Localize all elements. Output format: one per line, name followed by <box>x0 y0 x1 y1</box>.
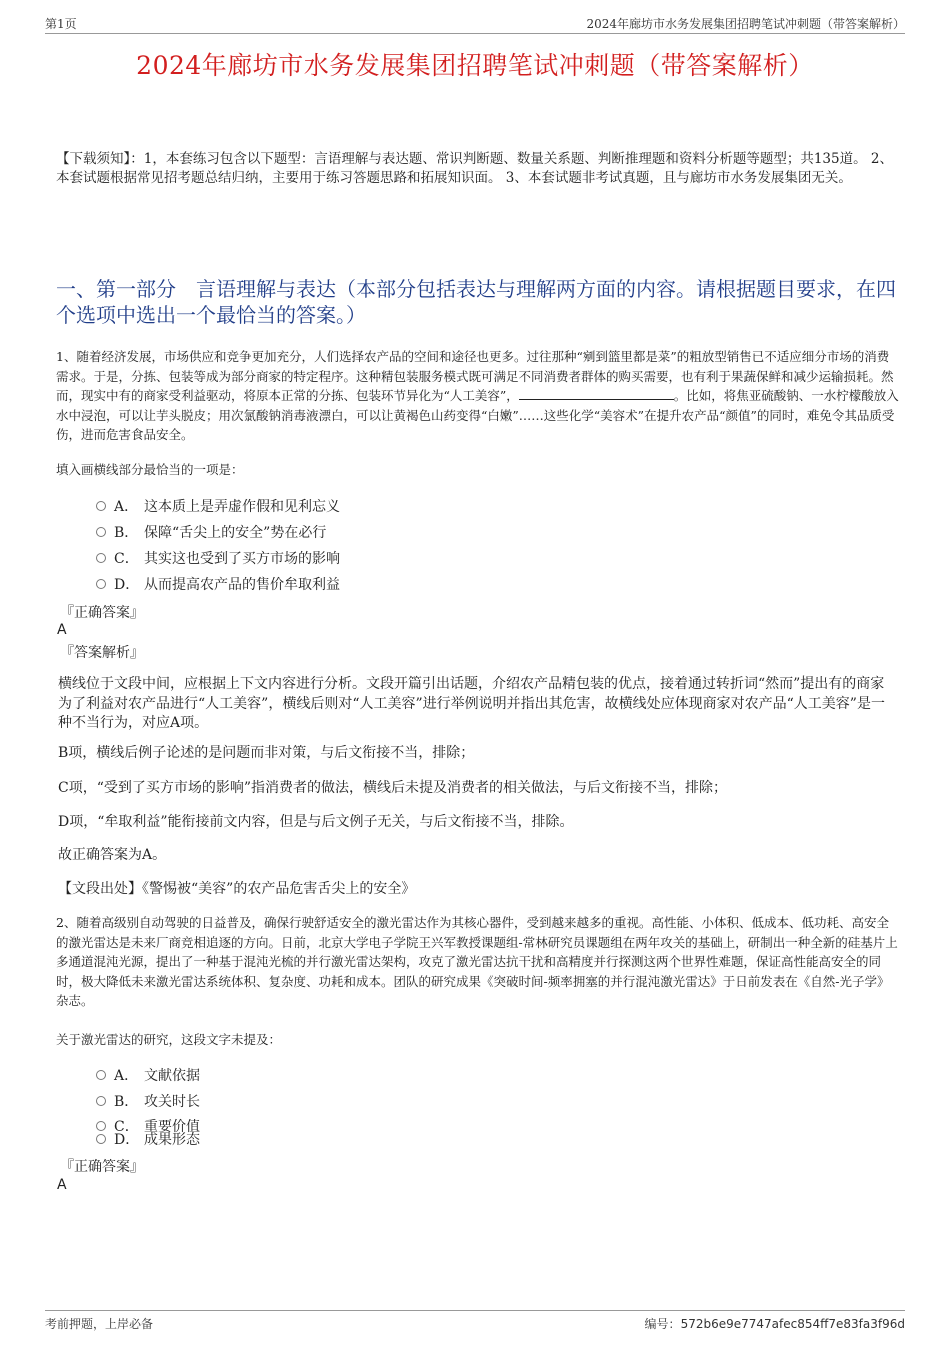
option-text: 从而提高农产品的售价牟取利益 <box>144 577 340 593</box>
q1-analysis-main: 横线位于文段中间，应根据上下文内容进行分析。文段开篇引出话题，介绍农产品精包装的优点，接着通过转折词“然而”提出有的商家为了利益对农产品进行“人工美容”，横线后则对“人工美容”进行举例说明并指出其危害，故横线处应体现商家对农产品“人工美容”是一种不当行为，对应A项。 <box>58 676 885 731</box>
option-text: 文献依据 <box>144 1068 200 1084</box>
q1-analysis-c: C项，“受到了买方市场的影响”指消费者的做法，横线后未提及消费者的相关做法，与后文衔接不当，排除； <box>58 780 728 796</box>
q1-answer: A <box>57 622 67 638</box>
question-2-passage <box>56 913 901 1011</box>
document-title: 2024年廊坊市水务发展集团招聘笔试冲刺题（带答案解析） <box>136 51 814 80</box>
page-number: 第1页 <box>45 17 77 31</box>
option-letter: C． <box>114 1119 139 1135</box>
footer-code <box>645 1315 905 1332</box>
header-doc-title: 2024年廊坊市水务发展集团招聘笔试冲刺题（带答案解析） <box>586 17 905 31</box>
option-letter: C． <box>114 551 139 567</box>
q1-prompt-text: 填入画横线部分最恰当的一项是： <box>56 462 244 477</box>
option-text: 攻关时长 <box>144 1094 200 1110</box>
option-text: 重要价值 <box>144 1119 200 1135</box>
q2-prompt-text: 关于激光雷达的研究，这段文字未提及： <box>56 1032 282 1047</box>
q1-analysis-conclusion: 故正确答案为A。 <box>58 847 167 863</box>
q1-answer-label: 『正确答案』 <box>60 605 144 621</box>
option-letter: B． <box>114 525 139 541</box>
option-letter: A． <box>114 499 139 515</box>
q2-answer-label: 『正确答案』 <box>60 1159 144 1175</box>
q1-analysis-d: D项，“牟取利益”能衔接前文内容，但是与后文例子无关，与后文衔接不当，排除。 <box>58 814 574 830</box>
radio-icon[interactable] <box>96 501 106 511</box>
q1-passage-after: 。比如，将焦亚硫酸钠、一水柠檬酸放入水中浸泡，可以让芋头脱皮；用次氯酸钠消毒液漂白，可以让黄褐色山药变得“白嫩”……这些化学“美容术”在提升农产品“颜值”的同时，难免令其品质受伤，进而危害食品安全。 <box>56 388 899 442</box>
code-label: 编号： <box>644 1317 681 1331</box>
option-letter: B． <box>114 1094 139 1110</box>
radio-icon[interactable] <box>96 1096 106 1106</box>
code-value: 572b6e9e7747afec854ff7e83fa3f96d <box>680 1317 905 1331</box>
option-text: 这本质上是弄虚作假和见利忘义 <box>144 499 340 515</box>
radio-icon[interactable] <box>96 553 106 563</box>
q2-answer: A <box>57 1177 67 1193</box>
question-1-prompt <box>56 460 901 478</box>
option-text: 成果形态 <box>144 1132 200 1148</box>
radio-icon[interactable] <box>96 579 106 589</box>
question-2-prompt <box>56 1030 901 1048</box>
radio-icon[interactable] <box>96 1134 106 1144</box>
option-text: 其实这也受到了买方市场的影响 <box>144 551 340 567</box>
q1-option-d[interactable] <box>96 574 340 594</box>
radio-icon[interactable] <box>96 1070 106 1080</box>
download-notice: 【下载须知】：1，本套练习包含以下题型：言语理解与表达题、常识判断题、数量关系题、判断推理题和资料分析题等题型；共135道。 2、本套试题根据常见招考题总结归纳，主要用于练习答题思路和拓展知识面。 3、本套试题非考试真题，且与廊坊市水务发展集团无关。 <box>56 151 893 186</box>
option-letter: D． <box>114 577 140 593</box>
q2-option-d[interactable] <box>96 1129 200 1149</box>
question-1-passage <box>56 347 901 445</box>
option-text: 保障“舌尖上的安全”势在必行 <box>144 525 327 541</box>
fill-blank <box>519 387 674 400</box>
q1-option-a[interactable] <box>96 496 340 516</box>
q1-analysis-label: 『答案解析』 <box>60 645 144 661</box>
q1-source: 【文段出处】《警惕被“美容”的农产品危害舌尖上的安全》 <box>58 881 416 897</box>
q1-option-b[interactable] <box>96 522 326 542</box>
q2-option-b[interactable] <box>96 1091 200 1111</box>
q1-analysis-b: B项，横线后例子论述的是问题而非对策，与后文衔接不当，排除； <box>58 745 475 761</box>
section-heading: 一、第一部分 言语理解与表达（本部分包括表达与理解两方面的内容。请根据题目要求，在四个选项中选出一个最恰当的答案。） <box>56 277 896 327</box>
page-header <box>45 13 905 34</box>
q2-passage-text: 2、随着高级别自动驾驶的日益普及，确保行驶舒适安全的激光雷达作为其核心器件，受到越来越多的重视。高性能、小体积、低成本、低功耗、高安全的激光雷达是未来厂商竞相追逐的方向。日前，北京大学电子学院王兴军教授课题组-常林研究员课题组在两年攻关的基础上，研制出一种全新的硅基片上多通道混沌光源，提出了一种基于混沌光梳的并行激光雷达架构，攻克了激光雷达抗干扰和高精度并行探测这两个世界性难题，保证高性能高安全的同时，极大降低未来激光雷达系统体积、复杂度、功耗和成本。团队的研究成果《突破时间-频率拥塞的并行混沌激光雷达》于日前发表在《自然-光子学》杂志。 <box>56 915 898 1008</box>
option-letter: D． <box>114 1132 140 1148</box>
q1-passage-before: 1、随着经济发展，市场供应和竞争更加充分，人们选择农产品的空间和途径也更多。过往那种“剜到篮里都是菜”的粗放型销售已不适应细分市场的消费需求。于是，分拣、包装等成为部分商家的特定程序。这种精包装服务模式既可满足不同消费者群体的购买需要，也有利于果蔬保鲜和减少运输损耗。然而，现实中有的商家受利益驱动，将原本正常的分拣、包装环节异化为“人工美容”， <box>56 349 894 403</box>
option-letter: A． <box>114 1068 139 1084</box>
footer-slogan: 考前押题，上岸必备 <box>45 1317 154 1331</box>
page-footer <box>45 1310 905 1335</box>
q2-option-a[interactable] <box>96 1065 200 1085</box>
q1-option-c[interactable] <box>96 548 340 568</box>
radio-icon[interactable] <box>96 527 106 537</box>
